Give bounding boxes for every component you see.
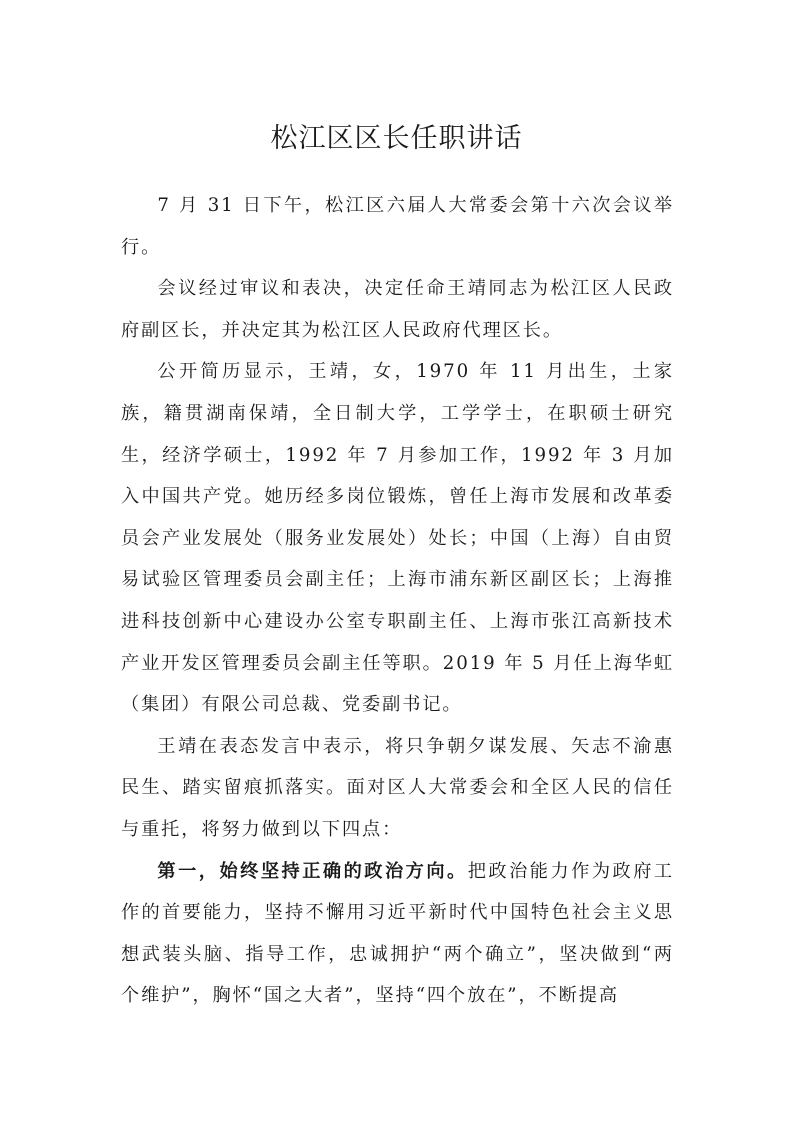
paragraph-biography: 公开简历显示，王靖，女，1970 年 11 月出生，土家族，籍贯湖南保靖，全日制大学，工学学士，在职硕士研究生，经济学硕士，1992 年 7 月参加工作，1992 年 3 月加入中国共产党。她历经多岗位锻炼，曾任上海市发展和改革委员会产业发展处（服务业发展处）处长；中国（上海）自由贸易试验区管理委员会副主任；上海市浦东新区副区长；上海推进科技创新中心建设办公室专职副主任、上海市张江高新技术产业开发区管理委员会副主任等职。2019 年 5 月任上海华虹（集团）有限公司总裁、党委副书记。 bbox=[121, 361, 674, 716]
paragraph-statement: 王靖在表态发言中表示，将只争朝夕谋发展、矢志不渝惠民生、踏实留痕抓落实。面对区人大常委会和全区人民的信任与重托，将努力做到以下四点： bbox=[121, 735, 674, 840]
document-body bbox=[121, 185, 674, 1017]
point-one-heading: 第一，始终坚持正确的政治方向。 bbox=[157, 860, 468, 882]
point-one-text: 把政治能力作为政府工作的首要能力，坚持不懈用习近平新时代中国特色社会主义思想武装头脑、指导工作，忠诚拥护“两个确立”，坚决做到“两个维护”，胸怀“国之大者”，坚持“四个放在”，不断提高 bbox=[121, 860, 674, 1007]
paragraph-appointment: 会议经过审议和表决，决定任命王靖同志为松江区人民政府副区长，并决定其为松江区人民政府代理区长。 bbox=[121, 278, 674, 341]
paragraph-point-one bbox=[121, 851, 674, 1017]
document-title: 松江区区长任职讲话 bbox=[270, 123, 523, 155]
paragraph-meeting: 7 月 31 日下午，松江区六届人大常委会第十六次会议举行。 bbox=[121, 195, 674, 258]
